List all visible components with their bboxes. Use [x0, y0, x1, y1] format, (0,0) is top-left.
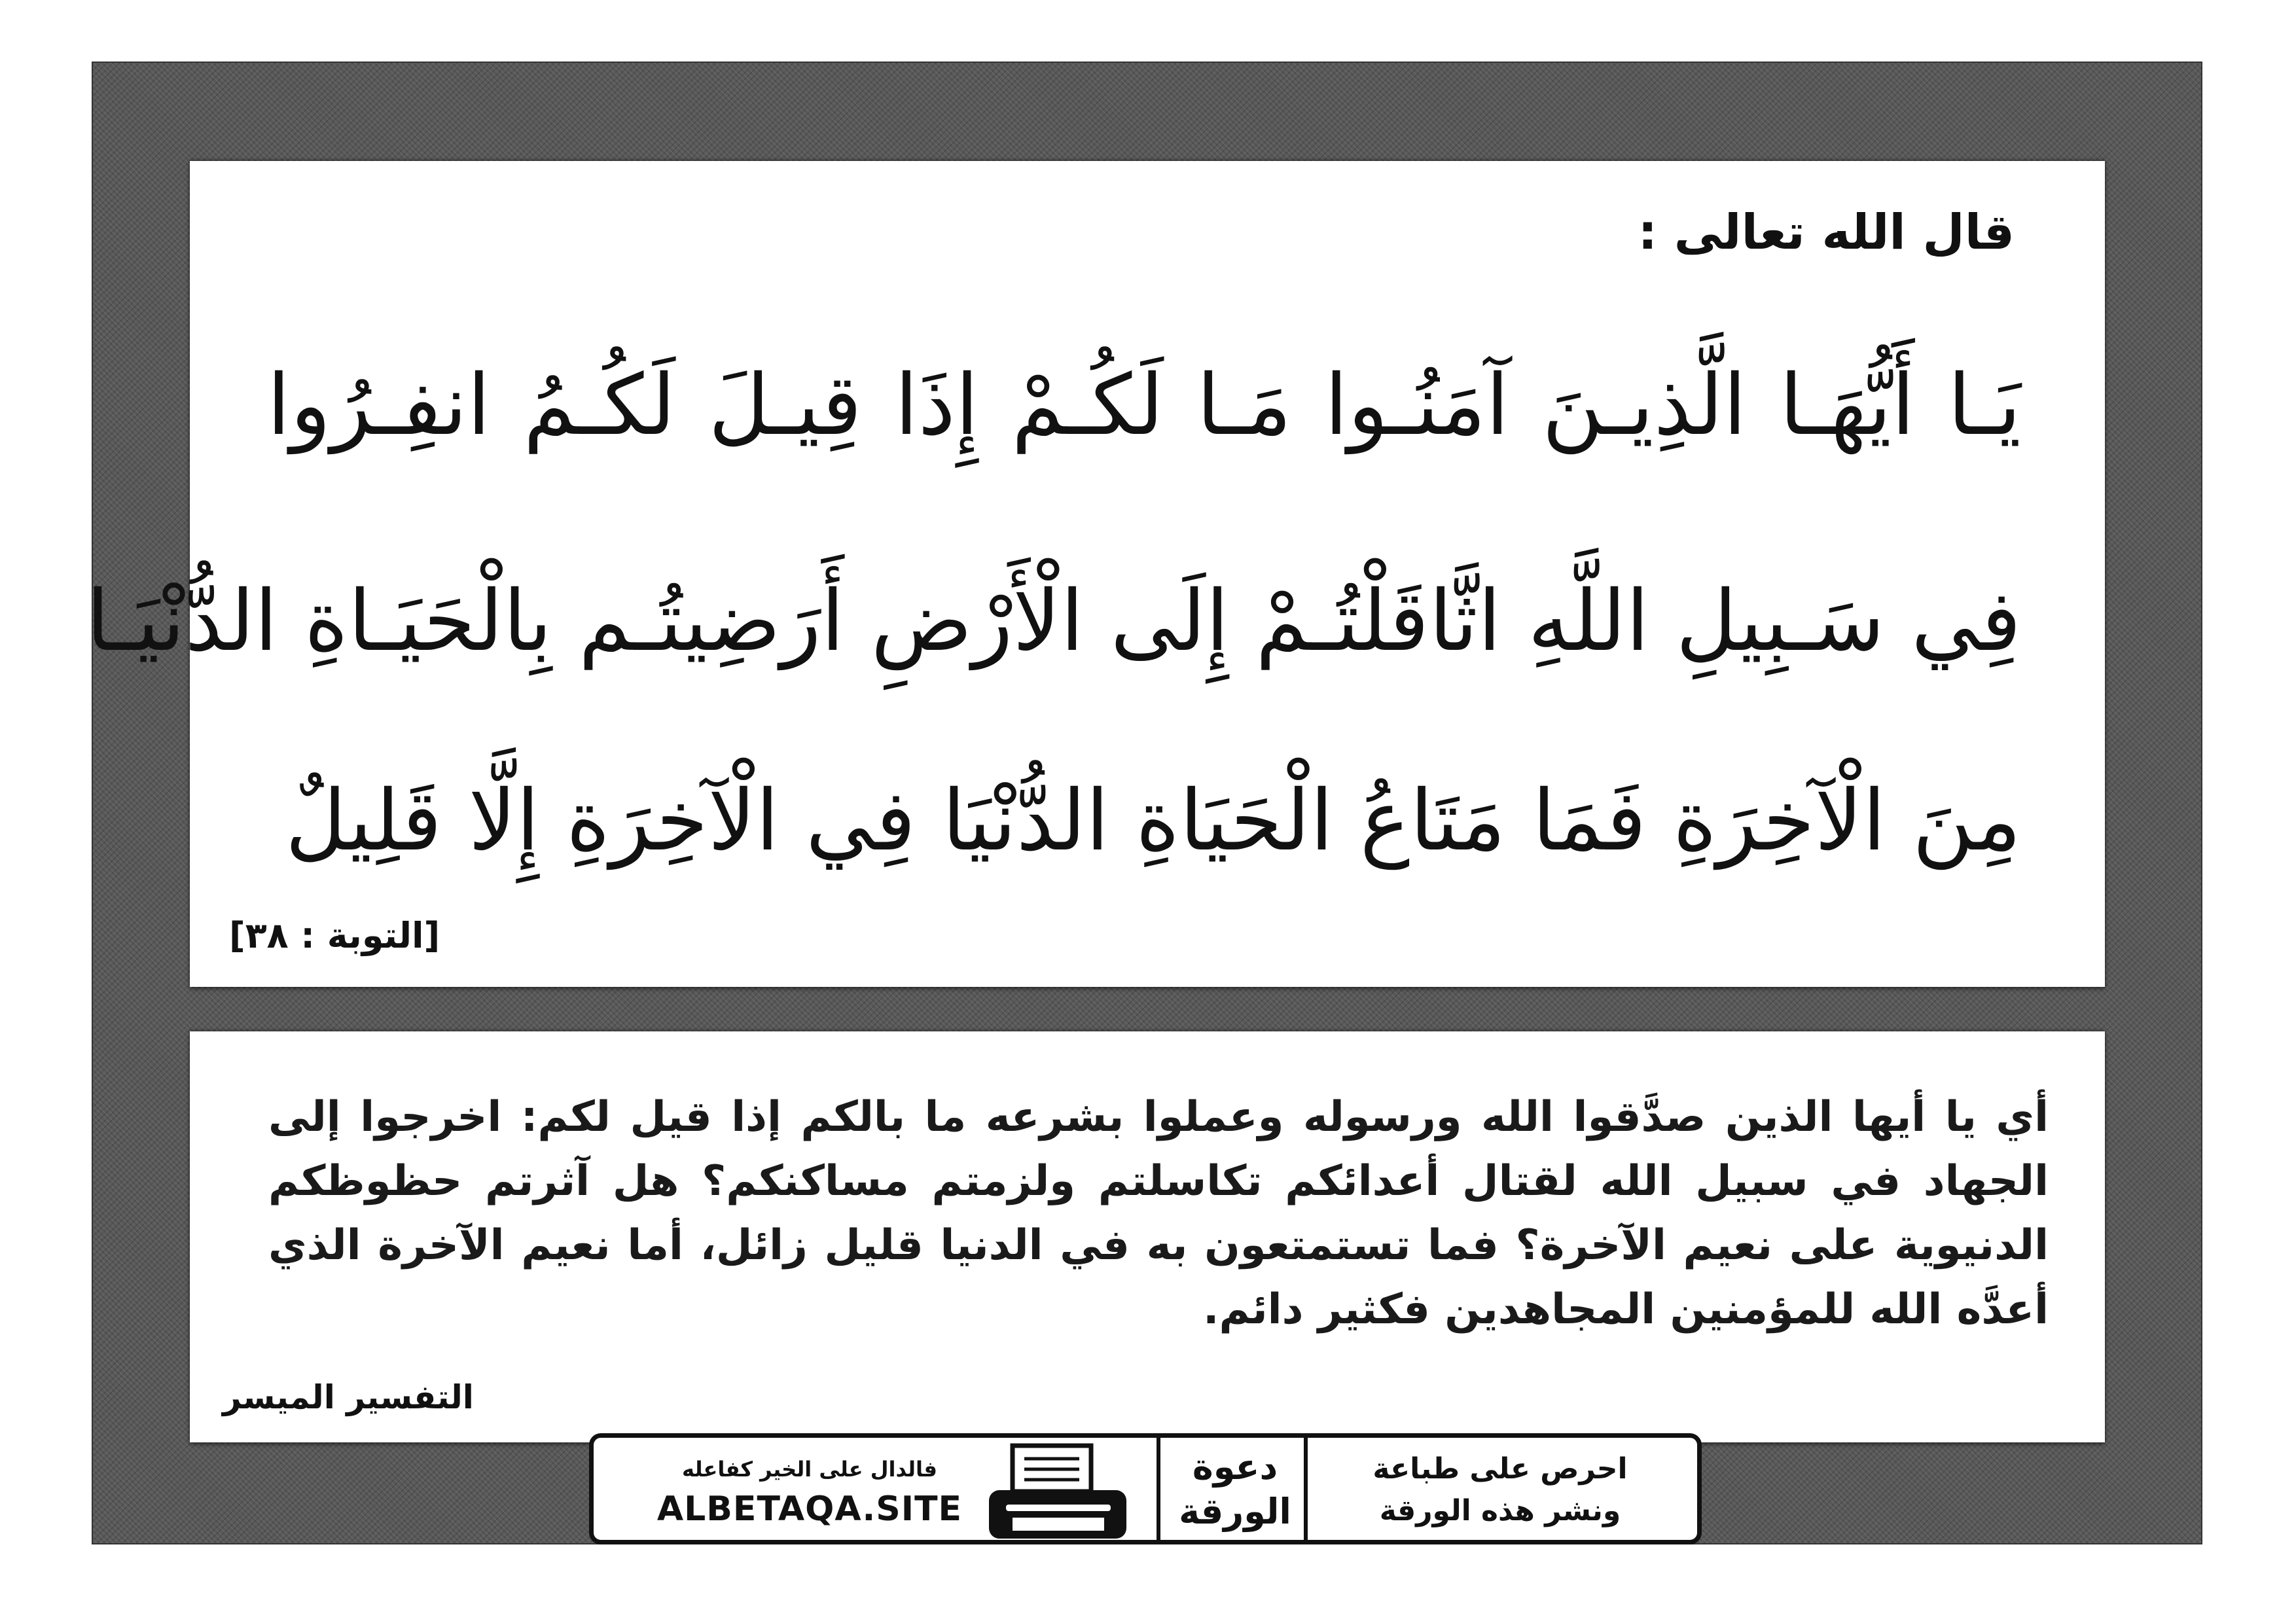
footer-divider — [1304, 1438, 1308, 1540]
verse-line-1: يَـا أَيُّهَـا الَّذِيـنَ آمَنُـوا مَـا لَكُـمْ إِذَا قِيـلَ لَكُـمُ انفِـرُوا — [267, 357, 2021, 454]
dawat-alwaraqa-logo — [1170, 1442, 1300, 1540]
verse-reference: [التوبة : ٣٨] — [229, 915, 440, 956]
footer-note-line-2: ونشر هذه الورقة — [1379, 1494, 1621, 1527]
footer-site-link[interactable]: ALBETAQA.SITE — [656, 1489, 963, 1529]
heading: قال الله تعالى : — [1638, 204, 2015, 260]
verse-line-3: مِنَ الْآخِرَةِ فَمَا مَتَاعُ الْحَيَاةِ الدُّنْيَا فِي الْآخِرَةِ إِلَّا قَلِيلٌ — [285, 772, 2021, 870]
footer-note-line-1: احرص على طباعة — [1372, 1452, 1628, 1486]
footer-note — [1346, 1448, 1654, 1532]
footer-bar — [589, 1433, 1702, 1544]
logo-line-2: الورقة — [1179, 1491, 1291, 1532]
verse-line-2: فِي سَـبِيلِ اللَّهِ اثَّاقَلْتُـمْ إِلَى الْأَرْضِ أَرَضِيتُـم بِالْحَيَـاةِ الدُّنْيَـا — [86, 573, 2021, 670]
footer-divider — [1157, 1438, 1160, 1540]
logo-line-1: دعوة — [1192, 1446, 1278, 1488]
printer-icon — [986, 1440, 1137, 1543]
tafsir-text: أي يا أيها الذين صدَّقوا الله ورسوله وعملوا بشرعه ما بالكم إذا قيل لكم: اخرجوا إلى الجهاد في سبيل الله لقتال أعدائكم تكاسلتم ولزمتم مساكنكم؟ هل آثرتم حظوظكم الدنيوية على نعيم الآخرة؟ فما تستمتعون به في الدنيا قليل زائل، أما نعيم الآخرة الذي أعدَّه الله للمؤمنين المجاهدين فكثير دائم. — [268, 1093, 2049, 1334]
tafsir-source: التفسير الميسر — [223, 1378, 474, 1416]
footer-slogan: فالدال على الخير كفاعله — [682, 1457, 937, 1482]
